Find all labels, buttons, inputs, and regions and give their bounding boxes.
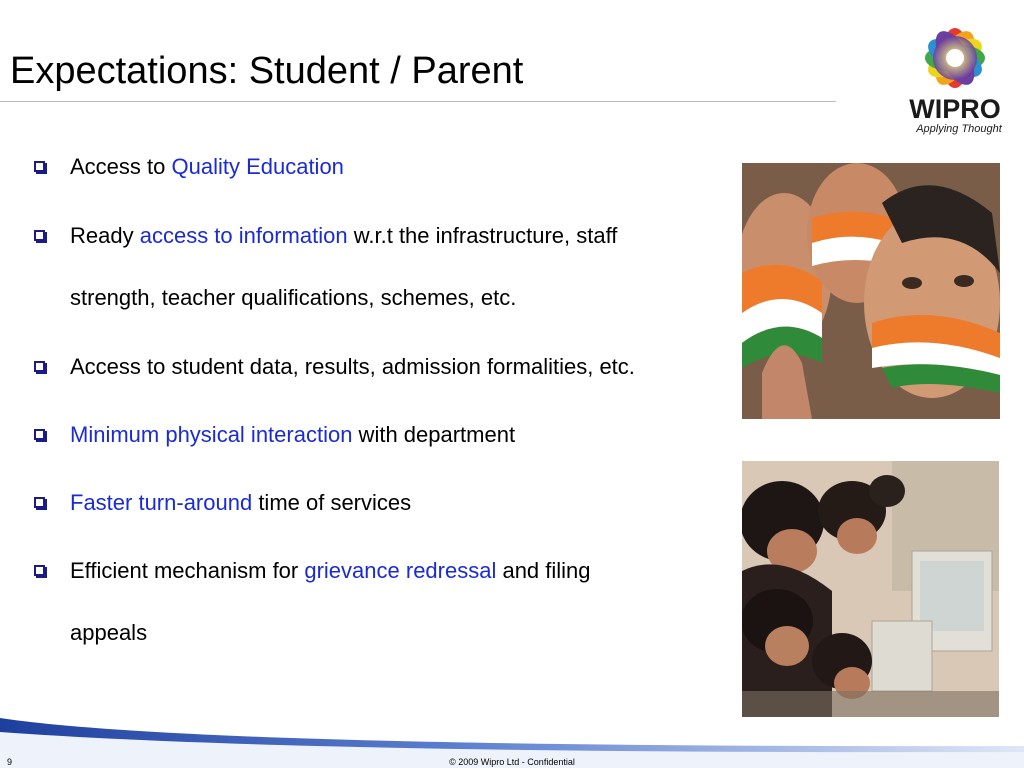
- bullet-text: and filing: [496, 558, 591, 583]
- photo-students-face-paint: [742, 163, 1000, 419]
- logo-tagline: Applying Thought: [916, 123, 1002, 135]
- wipro-logo: [896, 18, 1014, 140]
- bullet-text: appeals: [70, 620, 148, 645]
- bullet-line: [70, 486, 411, 520]
- slide-title: Expectations: Student / Parent: [10, 50, 524, 92]
- bullet-line: [70, 350, 635, 384]
- wipro-sunflower-icon: [906, 18, 1004, 98]
- logo-wordmark: WIPRO: [909, 94, 1001, 124]
- bullet-line: [70, 219, 617, 253]
- title-divider: [0, 101, 836, 102]
- bullet-line: [70, 418, 515, 452]
- highlighted-text: Minimum physical interaction: [70, 422, 353, 447]
- footer-copyright: © 2009 Wipro Ltd - Confidential: [449, 757, 575, 767]
- bullet-text: time of services: [252, 490, 412, 515]
- bullet-text: Ready: [70, 223, 140, 248]
- bullet-line: [70, 150, 344, 184]
- checkbox-bullet-icon: [34, 565, 45, 576]
- checkbox-bullet-icon: [34, 429, 45, 440]
- bullet-text: with department: [352, 422, 516, 447]
- highlighted-text: Quality Education: [171, 154, 344, 179]
- bullet-text: w.r.t the infrastructure, staff: [347, 223, 618, 248]
- bullet-line: [70, 616, 147, 650]
- checkbox-bullet-icon: [34, 161, 45, 172]
- highlighted-text: access to information: [139, 223, 348, 248]
- page-number: 9: [7, 757, 13, 767]
- photo-students-computers: [742, 461, 999, 717]
- bullet-line: [70, 554, 591, 588]
- checkbox-bullet-icon: [34, 230, 45, 241]
- bullet-text: Efficient mechanism for: [70, 558, 305, 583]
- checkbox-bullet-icon: [34, 361, 45, 372]
- bullet-line: [70, 281, 516, 315]
- bullet-text: Access to: [70, 154, 172, 179]
- highlighted-text: Faster turn-around: [70, 490, 253, 515]
- highlighted-text: grievance redressal: [304, 558, 497, 583]
- checkbox-bullet-icon: [34, 497, 45, 508]
- bullet-text: Access to student data, results, admission formalities, etc.: [70, 354, 635, 379]
- bullet-text: strength, teacher qualifications, schemes, etc.: [70, 285, 517, 310]
